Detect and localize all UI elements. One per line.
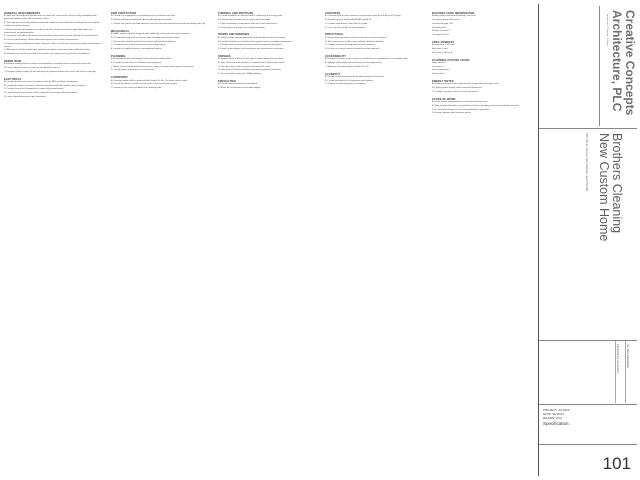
spec-paragraph: E. Do not scale drawings. Written dimensions govern over scaled measurements. bbox=[4, 38, 79, 41]
spec-paragraph: D. Cure concrete per ACI recommendations. bbox=[325, 26, 366, 29]
spec-column-2 bbox=[111, 12, 211, 474]
spec-section-title: SCOPE OF WORK bbox=[432, 97, 456, 101]
spec-paragraph: A. HVAC systems shall be designed and installed by a licensed mechanical contractor. bbox=[111, 33, 191, 36]
spec-paragraph: A. Structural design values shall be verified by a licensed engineer. bbox=[325, 36, 387, 39]
spec-section bbox=[325, 33, 425, 50]
spec-section bbox=[218, 12, 318, 29]
spec-section-title: ACCESSIBILITY bbox=[325, 54, 347, 58]
spec-paragraph: B. Mount all accessories at accessible heights. bbox=[218, 87, 261, 90]
drawn-by: DRAWN: CCA bbox=[543, 416, 563, 420]
firm-subtitle: Architecture · Planning · Interiors bbox=[606, 14, 608, 46]
spec-paragraph: A. Provide insulation as indicated and as required by the energy code. bbox=[218, 15, 283, 18]
spec-paragraph: B. The contractor shall verify all dimensions and conditions in the field before starting work and notify the architect of any discrepancy. bbox=[4, 22, 100, 27]
spec-paragraph: Service sink: 1 bbox=[432, 73, 446, 76]
revision-header: No. Date Description bbox=[626, 344, 629, 368]
spec-paragraph: C. Provide occupancy sensors in enclosed spaces. bbox=[432, 90, 479, 93]
spec-column-5 bbox=[432, 12, 532, 474]
spec-paragraph: A. Provide toilet accessories as scheduled. bbox=[218, 83, 258, 86]
spec-paragraph: Construction type: V-B bbox=[432, 22, 453, 25]
project-title bbox=[597, 133, 623, 241]
spec-section-title: ENERGY NOTES bbox=[432, 79, 454, 83]
spec-paragraph: Building code: International Building Code 2015 bbox=[432, 15, 476, 18]
spec-paragraph: E. Tile work shall comply with TCNA guidelines. bbox=[218, 73, 262, 76]
spec-section-title: DOORS AND WINDOWS bbox=[218, 33, 250, 37]
spec-paragraph: D. Seal all joints and gaps at the building envelope. bbox=[218, 26, 266, 29]
spec-paragraph: E. Insulate all supply ductwork in unconditioned spaces. bbox=[111, 47, 163, 50]
spec-section-title: STRUCTURAL bbox=[325, 33, 344, 37]
spec-section bbox=[111, 12, 211, 26]
revision-table bbox=[539, 340, 637, 402]
spec-section bbox=[325, 12, 425, 29]
spec-paragraph: D. Exterior signage under separate permit. bbox=[432, 112, 472, 115]
spec-section-title: DEMOLITION bbox=[4, 59, 22, 63]
project-info bbox=[539, 404, 637, 444]
project-number: PROJECT: 21-0015 bbox=[543, 408, 570, 412]
spec-paragraph: C. Fasten per the nailing schedule of the building code. bbox=[111, 87, 162, 90]
spec-paragraph: B. Provide warranties for all equipment and systems. bbox=[325, 79, 374, 82]
spec-paragraph: D. Coordinate duct routes with structure and ceiling heights. bbox=[111, 44, 166, 47]
spec-section bbox=[111, 55, 211, 72]
spec-paragraph: B. Maintain all required exits and egress paths during construction. bbox=[111, 19, 173, 22]
spec-paragraph: Number of stories: 1 bbox=[432, 30, 451, 33]
spec-paragraph: C. Maximum threshold heights shall be 1/2 inch. bbox=[325, 65, 370, 68]
spec-paragraph: Water closets: 2 bbox=[432, 61, 447, 64]
spec-section bbox=[218, 55, 318, 76]
spec-paragraph: C. Water heater shall be installed with seismic straps and relief valve piping to the exterior. bbox=[111, 65, 194, 68]
specification-content bbox=[4, 4, 534, 476]
spec-paragraph: B. Lighting power density shall not exceed allowances. bbox=[432, 87, 483, 90]
spec-paragraph: B. Protect adjacent surfaces, structure and utilities to remain. bbox=[4, 66, 61, 69]
spec-paragraph: A. Work and Drawings and Specifications are issued for construction, and to be fully coordinated with governing building codes and standards in effect. bbox=[4, 15, 97, 21]
spec-paragraph: B. Coordinate locations of outlets, switches and fixtures with the architect prior to rough in. bbox=[4, 84, 87, 87]
firm-name-line2: Architecture, PLC bbox=[610, 10, 624, 112]
spec-paragraph: Drinking fountain: 1 bbox=[432, 69, 450, 72]
spec-paragraph: Lavatories: 2 bbox=[432, 65, 444, 68]
sheet-number-block bbox=[539, 444, 637, 476]
spec-paragraph: Occupant load: 40 bbox=[432, 33, 449, 36]
spec-paragraph: C. Smoke and carbon monoxide detectors shall be interconnected and hard wired with battery back up. bbox=[111, 22, 206, 25]
spec-section-title: CARPENTRY bbox=[111, 76, 128, 80]
spec-section-title: AREA SUMMARY bbox=[432, 40, 455, 44]
spec-paragraph: A. Provide all electrical work in accordance with the NEC and local amendments. bbox=[4, 80, 79, 83]
spec-paragraph: A. Framing lumber shall be grade marked Douglas Fir No. 2 or better unless noted. bbox=[111, 79, 188, 82]
spec-paragraph: C. All work shall be performed in accordance with the contract documents, applicable codes and manufacturer recommendations. bbox=[4, 28, 93, 34]
spec-paragraph: B. Provide blocking for all wall mounted items, cabinets and accessories. bbox=[111, 83, 178, 86]
spec-paragraph: C. Exhaust fans shall be ducted to the exterior with backdraft dampers. bbox=[111, 40, 177, 43]
spec-paragraph: Total area: 1,650 sq ft bbox=[432, 51, 452, 54]
spec-paragraph: D. Contractor shall obtain all permits and inspections required for the work and pay all associated fees. bbox=[4, 35, 99, 38]
spec-paragraph: B. Reinforcing steel shall be ASTM A615 grade 60. bbox=[325, 19, 372, 22]
spec-paragraph: C. Perform final cleaning prior to occupancy. bbox=[325, 83, 366, 86]
revision-row: 1 11/15/21 For Construction bbox=[616, 344, 619, 374]
spec-section bbox=[432, 59, 532, 76]
spec-paragraph: B. Signage shall comply with tactile and contrast requirements. bbox=[325, 61, 383, 64]
spec-paragraph: B. Tape, finish and sand all joints to a smooth level 4 finish unless noted. bbox=[218, 61, 285, 64]
spec-section bbox=[218, 80, 318, 90]
spec-paragraph: G. All products shall be installed per manufacturer written instructions unless otherwise noted. bbox=[4, 49, 91, 52]
sheet-number: 101 bbox=[602, 454, 631, 473]
firm-name-line1: Creative Concepts bbox=[623, 10, 637, 116]
spec-section bbox=[4, 78, 104, 99]
project-title-line1: Brothers Cleaning bbox=[610, 133, 624, 234]
spec-section-title: ELECTRICAL bbox=[4, 77, 22, 81]
spec-paragraph: C. Provide circuits for all equipment as required by manufacturer. bbox=[4, 88, 64, 91]
spec-paragraph: C. Provide vapor barrier under slabs on grade. bbox=[325, 22, 368, 25]
spec-paragraph: D. Lighting fixtures and controls shall comply with the energy code requirements. bbox=[4, 92, 79, 95]
spec-section bbox=[4, 60, 104, 74]
spec-paragraph: C. Dispose of debris legally off site and keep the premises broom clean at the end of each work day. bbox=[4, 70, 96, 73]
sheet-title: Specification. bbox=[543, 421, 570, 426]
spec-section bbox=[432, 12, 532, 37]
spec-paragraph: A. Verify all rough opening dimensions with manufacturer prior to framing. bbox=[218, 36, 286, 39]
spec-paragraph: Occupancy group: B Business bbox=[432, 19, 460, 22]
spec-section bbox=[111, 30, 211, 51]
spec-paragraph: C. No structural changes to the existing building are proposed. bbox=[432, 108, 490, 111]
spec-paragraph: B. Steel connections shall be shop welded or bolted as detailed. bbox=[325, 40, 384, 43]
spec-paragraph: C. Flash all openings, penetrations and roof to wall intersections. bbox=[218, 22, 278, 25]
spec-paragraph: C. Provide temporary shoring and bracing as required. bbox=[325, 44, 376, 47]
spec-paragraph: Existing area: 1,650 sq ft bbox=[432, 44, 455, 47]
spec-section bbox=[325, 73, 425, 87]
project-date: DATE: 11/15/21 bbox=[543, 412, 564, 416]
spec-section bbox=[4, 12, 104, 56]
firm-name bbox=[610, 10, 636, 130]
spec-column-4 bbox=[325, 12, 425, 474]
spec-paragraph: D. Test all piping systems prior to concealment. bbox=[111, 69, 155, 72]
spec-paragraph: D. Do not cut or notch structural members without approval. bbox=[325, 47, 380, 50]
spec-paragraph: A. Building envelope shall comply with the energy code prescriptive path. bbox=[432, 83, 500, 86]
spec-section-title: GENERAL REQUIREMENTS bbox=[4, 12, 41, 15]
spec-paragraph: B. Work includes demolition, new partitions, finishes, plumbing, mechanical and electrical work. bbox=[432, 104, 520, 107]
spec-section-title: FINISHES bbox=[218, 54, 231, 58]
spec-paragraph: B. Provide vapor retarders on the warm side of insulation. bbox=[218, 19, 271, 22]
spec-section bbox=[432, 41, 532, 55]
spec-section-title: MECHANICAL bbox=[111, 29, 130, 33]
project-title-block bbox=[539, 128, 637, 338]
spec-section bbox=[432, 80, 532, 94]
spec-section bbox=[111, 76, 211, 90]
spec-paragraph: B. Provide hardware as scheduled and compliant with accessibility requirements. bbox=[218, 40, 293, 43]
spec-paragraph: A. Concrete shall achieve a minimum compressive strength of 3000 psi at 28 days. bbox=[325, 15, 402, 18]
spec-paragraph: F. Contractor shall coordinate all trades, maintain a clean and safe site and protect existing construction to remain. bbox=[4, 42, 102, 48]
spec-paragraph: A. Interior tenant improvement for a new dry cleaning center. bbox=[432, 101, 488, 104]
project-address: 815 SE 11 Street | Des Moines, Iowa 50309 bbox=[585, 133, 589, 192]
spec-paragraph: H. Substitutions must be submitted to the architect for review prior to purchase or installation. bbox=[4, 52, 90, 55]
spec-section-title: PLUMBING FIXTURE COUNT bbox=[432, 58, 470, 62]
title-block bbox=[538, 4, 636, 476]
spec-paragraph: A. Remove existing finishes, fixtures and equipment as indicated and as required for new work. bbox=[4, 63, 92, 66]
spec-column-3 bbox=[218, 12, 318, 474]
spec-section-title: FIRE PROTECTION bbox=[111, 12, 137, 15]
spec-section-title: BUILDING CODE INFORMATION bbox=[432, 12, 475, 15]
spec-section-title: SPECIALTIES bbox=[218, 79, 236, 83]
spec-paragraph: A. Provide accessible routes, clearances and fixtures as required by the accessibility code. bbox=[325, 58, 409, 61]
spec-section-title: THERMAL AND MOISTURE bbox=[218, 12, 254, 15]
spec-section bbox=[325, 55, 425, 69]
spec-paragraph: B. Provide balancing of all air systems after installation and submit a report. bbox=[111, 36, 181, 39]
spec-paragraph: C. Glazing within hazardous locations shall be tempered safety glass. bbox=[218, 44, 282, 47]
spec-section-title: PLUMBING bbox=[111, 54, 126, 58]
firm-logo-block bbox=[599, 6, 637, 126]
spec-section bbox=[218, 33, 318, 50]
spec-section-title: CLOSEOUT bbox=[325, 72, 341, 76]
spec-section-title: CONCRETE bbox=[325, 12, 341, 15]
spec-paragraph: A. Provide record drawings and operation manuals to the owner. bbox=[325, 75, 385, 78]
spec-paragraph: D. Floor finishes shall be installed over properly prepared substrates. bbox=[218, 69, 282, 72]
spec-paragraph: D. Install all units plumb, level and square per manufacturer instructions. bbox=[218, 47, 285, 50]
spec-paragraph: E. Label all panel directories upon completion. bbox=[4, 95, 47, 98]
spec-paragraph: A. All plumbing work shall comply with the plumbing code in effect. bbox=[111, 58, 172, 61]
spec-paragraph: New area: 0 sq ft bbox=[432, 47, 448, 50]
spec-paragraph: Sprinklered: No bbox=[432, 26, 447, 29]
spec-paragraph: B. Provide shut off valves at all fixtures and equipment. bbox=[111, 61, 162, 64]
spec-section bbox=[432, 98, 532, 115]
project-title-line2: New Custom Home bbox=[597, 133, 611, 242]
spec-paragraph: A. Provide fire extinguishers as required by the fire marshal and code. bbox=[111, 15, 176, 18]
spec-paragraph: C. Paint all surfaces with one primer and two finish coats. bbox=[218, 65, 271, 68]
spec-column-1 bbox=[4, 12, 104, 474]
spec-paragraph: A. Gypsum board shall be 5/8 inch type X where required for fire rating. bbox=[218, 58, 284, 61]
